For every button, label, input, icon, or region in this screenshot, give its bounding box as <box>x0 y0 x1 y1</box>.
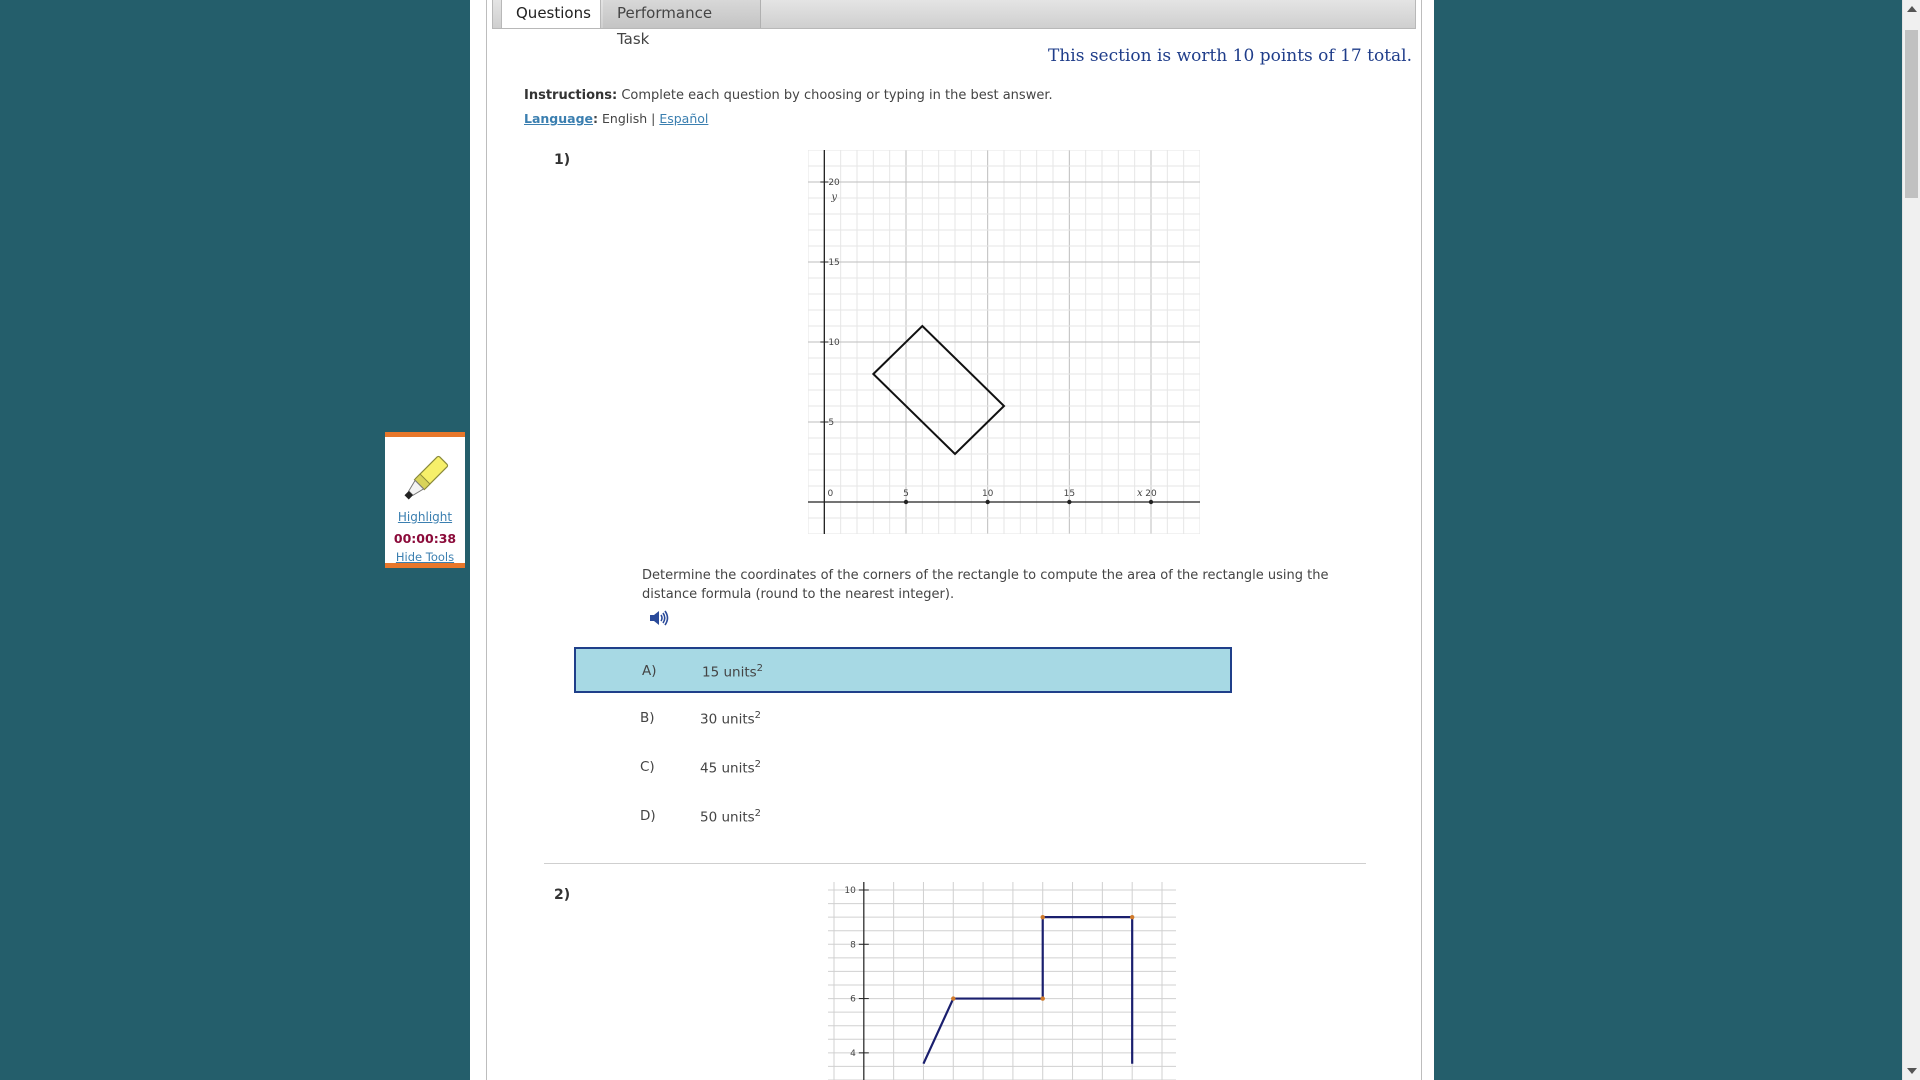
choice-d[interactable] <box>574 794 1232 840</box>
y-tick-label: 8 <box>850 940 856 951</box>
y-tick-label: 10 <box>844 886 856 896</box>
path-vertex-point <box>1041 915 1045 919</box>
tools-panel <box>385 432 465 568</box>
choice-b-value: 30 units$^2$ <box>700 710 762 728</box>
choice-c-value: 45 units$^2$ <box>700 759 762 777</box>
choice-c-letter: C) <box>640 759 655 775</box>
choice-c[interactable] <box>574 745 1232 791</box>
page-scrollbar[interactable] <box>1902 0 1920 1080</box>
path-vertex-point <box>1041 996 1045 1000</box>
step-path-line <box>923 917 1132 1064</box>
x-tick-label: 20 <box>1145 489 1157 499</box>
y-tick-label: 10 <box>828 338 840 348</box>
choice-a[interactable] <box>574 647 1232 693</box>
hide-tools-link[interactable]: Hide Tools <box>395 550 455 564</box>
timer: 00:00:38 <box>393 531 457 546</box>
choice-a-letter: A) <box>642 663 657 679</box>
x-tick-label: 15 <box>1063 489 1076 499</box>
x-tick-mark <box>985 500 989 504</box>
language-espanol-link[interactable]: Español <box>659 111 709 126</box>
speaker-icon[interactable] <box>648 608 670 628</box>
question-2-graph <box>820 882 1176 1080</box>
language-label[interactable]: Language <box>524 111 594 126</box>
choice-a-value: 15 units$^2$ <box>702 663 764 681</box>
instructions-text: Complete each question by choosing or typing in the best answer. <box>621 88 1053 103</box>
question-1-text: Determine the coordinates of the corners of the rectangle to compute the area of the rectangle using the distance formula (round to the nearest integer). <box>642 568 1329 602</box>
language-current: English <box>602 111 648 126</box>
y-axis-label: y <box>831 192 837 203</box>
language-separator: | <box>651 111 656 126</box>
instructions <box>524 88 1053 103</box>
language-selector: Language: English | Español <box>524 111 709 126</box>
x-tick-mark <box>1067 500 1071 504</box>
choice-b-letter: B) <box>640 710 655 726</box>
x-tick-label: 10 <box>981 489 994 499</box>
question-1-number: 1) <box>554 152 571 168</box>
x-axis-label: x <box>1137 488 1143 499</box>
choice-b[interactable] <box>574 696 1232 742</box>
question-divider <box>544 863 1366 864</box>
scroll-up-arrow-icon[interactable] <box>1907 6 1917 12</box>
x-tick-mark <box>1149 500 1153 504</box>
y-tick-label: 4 <box>850 1048 856 1059</box>
x-tick-label: 5 <box>903 489 909 499</box>
assessment-page <box>470 0 1434 1080</box>
choice-d-value: 50 units$^2$ <box>700 808 762 826</box>
y-tick-label: 15 <box>828 258 840 268</box>
y-tick-label: 6 <box>850 994 856 1005</box>
x-tick-label: 0 <box>827 489 834 499</box>
highlight-link[interactable]: Highlight <box>397 510 453 524</box>
y-tick-label: 5 <box>828 418 835 428</box>
path-vertex-point <box>951 996 955 1000</box>
scroll-thumb[interactable] <box>1905 30 1918 198</box>
question-2-number: 2) <box>554 887 571 903</box>
tab-bar <box>492 0 1416 48</box>
x-tick-mark <box>904 500 908 504</box>
highlighter-icon[interactable] <box>398 451 452 507</box>
choice-d-letter: D) <box>640 808 656 824</box>
scroll-down-arrow-icon[interactable] <box>1907 1068 1917 1074</box>
section-worth-text: This section is worth 10 points of 17 total. <box>1047 46 1412 66</box>
tab-performance-task[interactable]: Performance Task <box>603 0 761 28</box>
path-vertex-point <box>1130 915 1134 919</box>
tab-questions[interactable]: Questions <box>501 0 601 28</box>
question-1-graph <box>808 150 1200 534</box>
instructions-label: Instructions: <box>524 88 618 103</box>
y-tick-label: 20 <box>828 178 840 188</box>
